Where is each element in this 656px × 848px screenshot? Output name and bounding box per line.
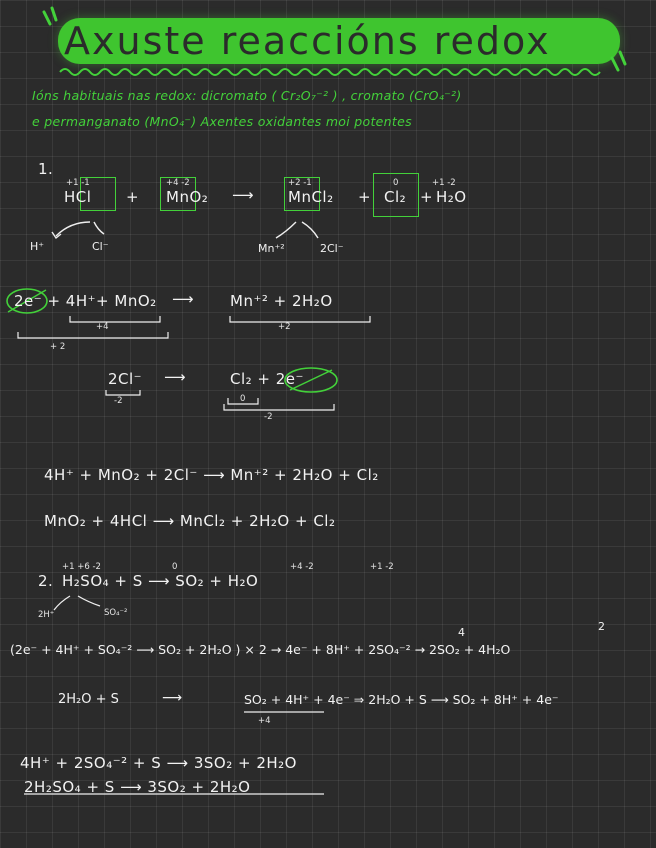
half-oxidation-rhs: Cl₂ + 2e⁻ <box>230 370 304 388</box>
ox-mno2: +4 -2 <box>166 178 190 188</box>
ox-h2so4: +1 +6 -2 <box>62 562 101 572</box>
half-oxidation-lhs: 2Cl⁻ <box>108 370 143 388</box>
half-reduction-2: (2e⁻ + 4H⁺ + SO₄⁻² ⟶ SO₂ + 2H₂O ) × 2 → 4e⁻ + 8H⁺ + 2SO₄⁻² → 2SO₂ + 4H₂O <box>10 642 511 657</box>
ion-2cl: 2Cl⁻ <box>320 242 344 255</box>
intro-line-2: e permanganato (MnO₄⁻) Axentes oxidantes moi potentes <box>32 114 412 129</box>
reactant-hcl: HCl <box>64 188 92 206</box>
reaction-2: H₂SO₄ + S ⟶ SO₂ + H₂O <box>62 572 259 590</box>
ox-h2o: +1 -2 <box>432 178 456 188</box>
charge-ox-lhs: -2 <box>114 396 123 406</box>
ion-h-plus: H⁺ <box>30 240 45 253</box>
ionic-equation-2: 4H⁺ + 2SO₄⁻² + S ⟶ 3SO₂ + 2H₂O <box>20 754 297 772</box>
plus-3: + <box>420 188 434 206</box>
half-oxidation-2-rhs: SO₂ + 4H⁺ + 4e⁻ ⇒ 2H₂O + S ⟶ SO₂ + 8H⁺ + 4e⁻ <box>244 692 559 707</box>
charge-ox-inner: 0 <box>240 394 246 404</box>
charge-red-inner: +4 <box>96 322 109 332</box>
exercise-1-number: 1. <box>38 160 54 178</box>
ion-cl-minus: Cl⁻ <box>92 240 109 253</box>
ion-2h: 2H⁺ <box>38 610 55 620</box>
half-reduction-lhs: 2e⁻ + 4H⁺+ MnO₂ <box>14 292 157 310</box>
page-title: Axuste reaccións redox <box>64 19 551 63</box>
half-oxidation-2-lhs: 2H₂O + S <box>58 692 119 707</box>
exercise-2-number: 2. <box>38 572 54 590</box>
ox-mncl2: +2 -1 <box>288 178 312 188</box>
mult-a: 4 <box>458 626 465 639</box>
plus-2: + <box>358 188 372 206</box>
half-oxidation-2-arrow: ⟶ <box>162 690 183 706</box>
half-reduction-arrow: ⟶ <box>172 290 194 308</box>
molecular-equation-1: MnO₂ + 4HCl ⟶ MnCl₂ + 2H₂O + Cl₂ <box>44 512 336 530</box>
mult-b: 2 <box>598 620 605 633</box>
charge-ox-rhs: -2 <box>264 412 273 422</box>
reactant-mno2: MnO₂ <box>166 188 209 206</box>
intro-line-1: Ións habituais nas redox: dicromato ( Cr₂O₇⁻² ) , cromato (CrO₄⁻²) <box>32 88 462 103</box>
charge-red-lhs: + 2 <box>50 342 66 352</box>
ox-so2: +4 -2 <box>290 562 314 572</box>
ox-cl2: 0 <box>393 178 399 188</box>
half-oxidation-arrow: ⟶ <box>164 368 186 386</box>
product-h2o: H₂O <box>436 188 467 206</box>
product-cl2: Cl₂ <box>384 188 407 206</box>
ox-s: 0 <box>172 562 178 572</box>
ox-h2o-2: +1 -2 <box>370 562 394 572</box>
molecular-equation-2: 2H₂SO₄ + S ⟶ 3SO₂ + 2H₂O <box>24 778 251 796</box>
charge-ox-2: +4 <box>258 716 271 726</box>
ion-so4: SO₄⁻² <box>104 608 128 618</box>
product-mncl2: MnCl₂ <box>288 188 334 206</box>
ox-hcl: +1 -1 <box>66 178 90 188</box>
plus-1: + <box>126 188 140 206</box>
ionic-equation-1: 4H⁺ + MnO₂ + 2Cl⁻ ⟶ Mn⁺² + 2H₂O + Cl₂ <box>44 466 379 484</box>
arrow-1: ⟶ <box>232 186 255 204</box>
half-reduction-rhs: Mn⁺² + 2H₂O <box>230 292 333 310</box>
ion-mn2: Mn⁺² <box>258 242 285 255</box>
charge-red-rhs: +2 <box>278 322 291 332</box>
